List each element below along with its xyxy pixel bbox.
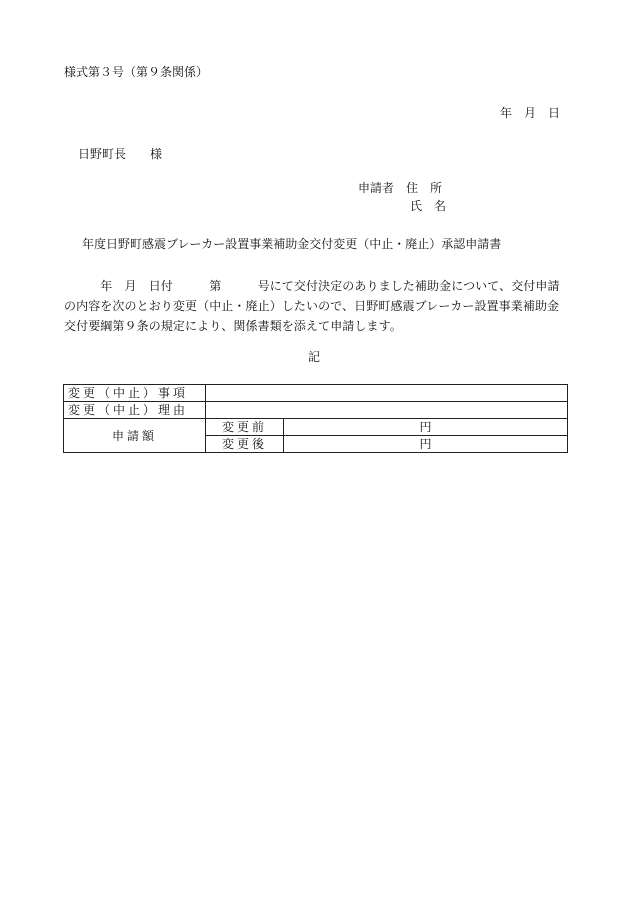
change-item-label: 変更（中止）事項 — [64, 385, 206, 402]
table-row — [64, 385, 568, 402]
before-label: 変更前 — [206, 419, 284, 436]
after-label: 変更後 — [206, 436, 284, 453]
addressee: 日野町長 様 — [78, 147, 163, 161]
change-reason-value — [206, 402, 568, 419]
before-amount: 円 — [284, 419, 568, 436]
body-text: 年 月 日付 第 号にて交付決定のありました補助金について、交付申請の内容を次のとおり変更（中止・廃止）したいので、日野町感震ブレーカー設置事業補助金交付要綱第９条の規定により、関係書類を添えて申請します。 — [64, 279, 560, 333]
applicant-address-label: 申請者 住 所 — [358, 181, 443, 195]
change-reason-label: 変更（中止）理由 — [64, 402, 206, 419]
after-amount: 円 — [284, 436, 568, 453]
date-line: 年 月 日 — [500, 106, 561, 120]
ki-heading: 記 — [308, 350, 321, 364]
amount-label: 申請額 — [64, 419, 206, 453]
detail-table — [63, 384, 568, 453]
table-row — [64, 419, 568, 436]
document-title: 年度日野町感震ブレーカー設置事業補助金交付変更（中止・廃止）承認申請書 — [82, 237, 502, 251]
change-item-value — [206, 385, 568, 402]
applicant-name-label: 氏 名 — [410, 199, 447, 213]
table-row — [64, 402, 568, 419]
form-number: 様式第３号（第９条関係） — [64, 65, 209, 79]
